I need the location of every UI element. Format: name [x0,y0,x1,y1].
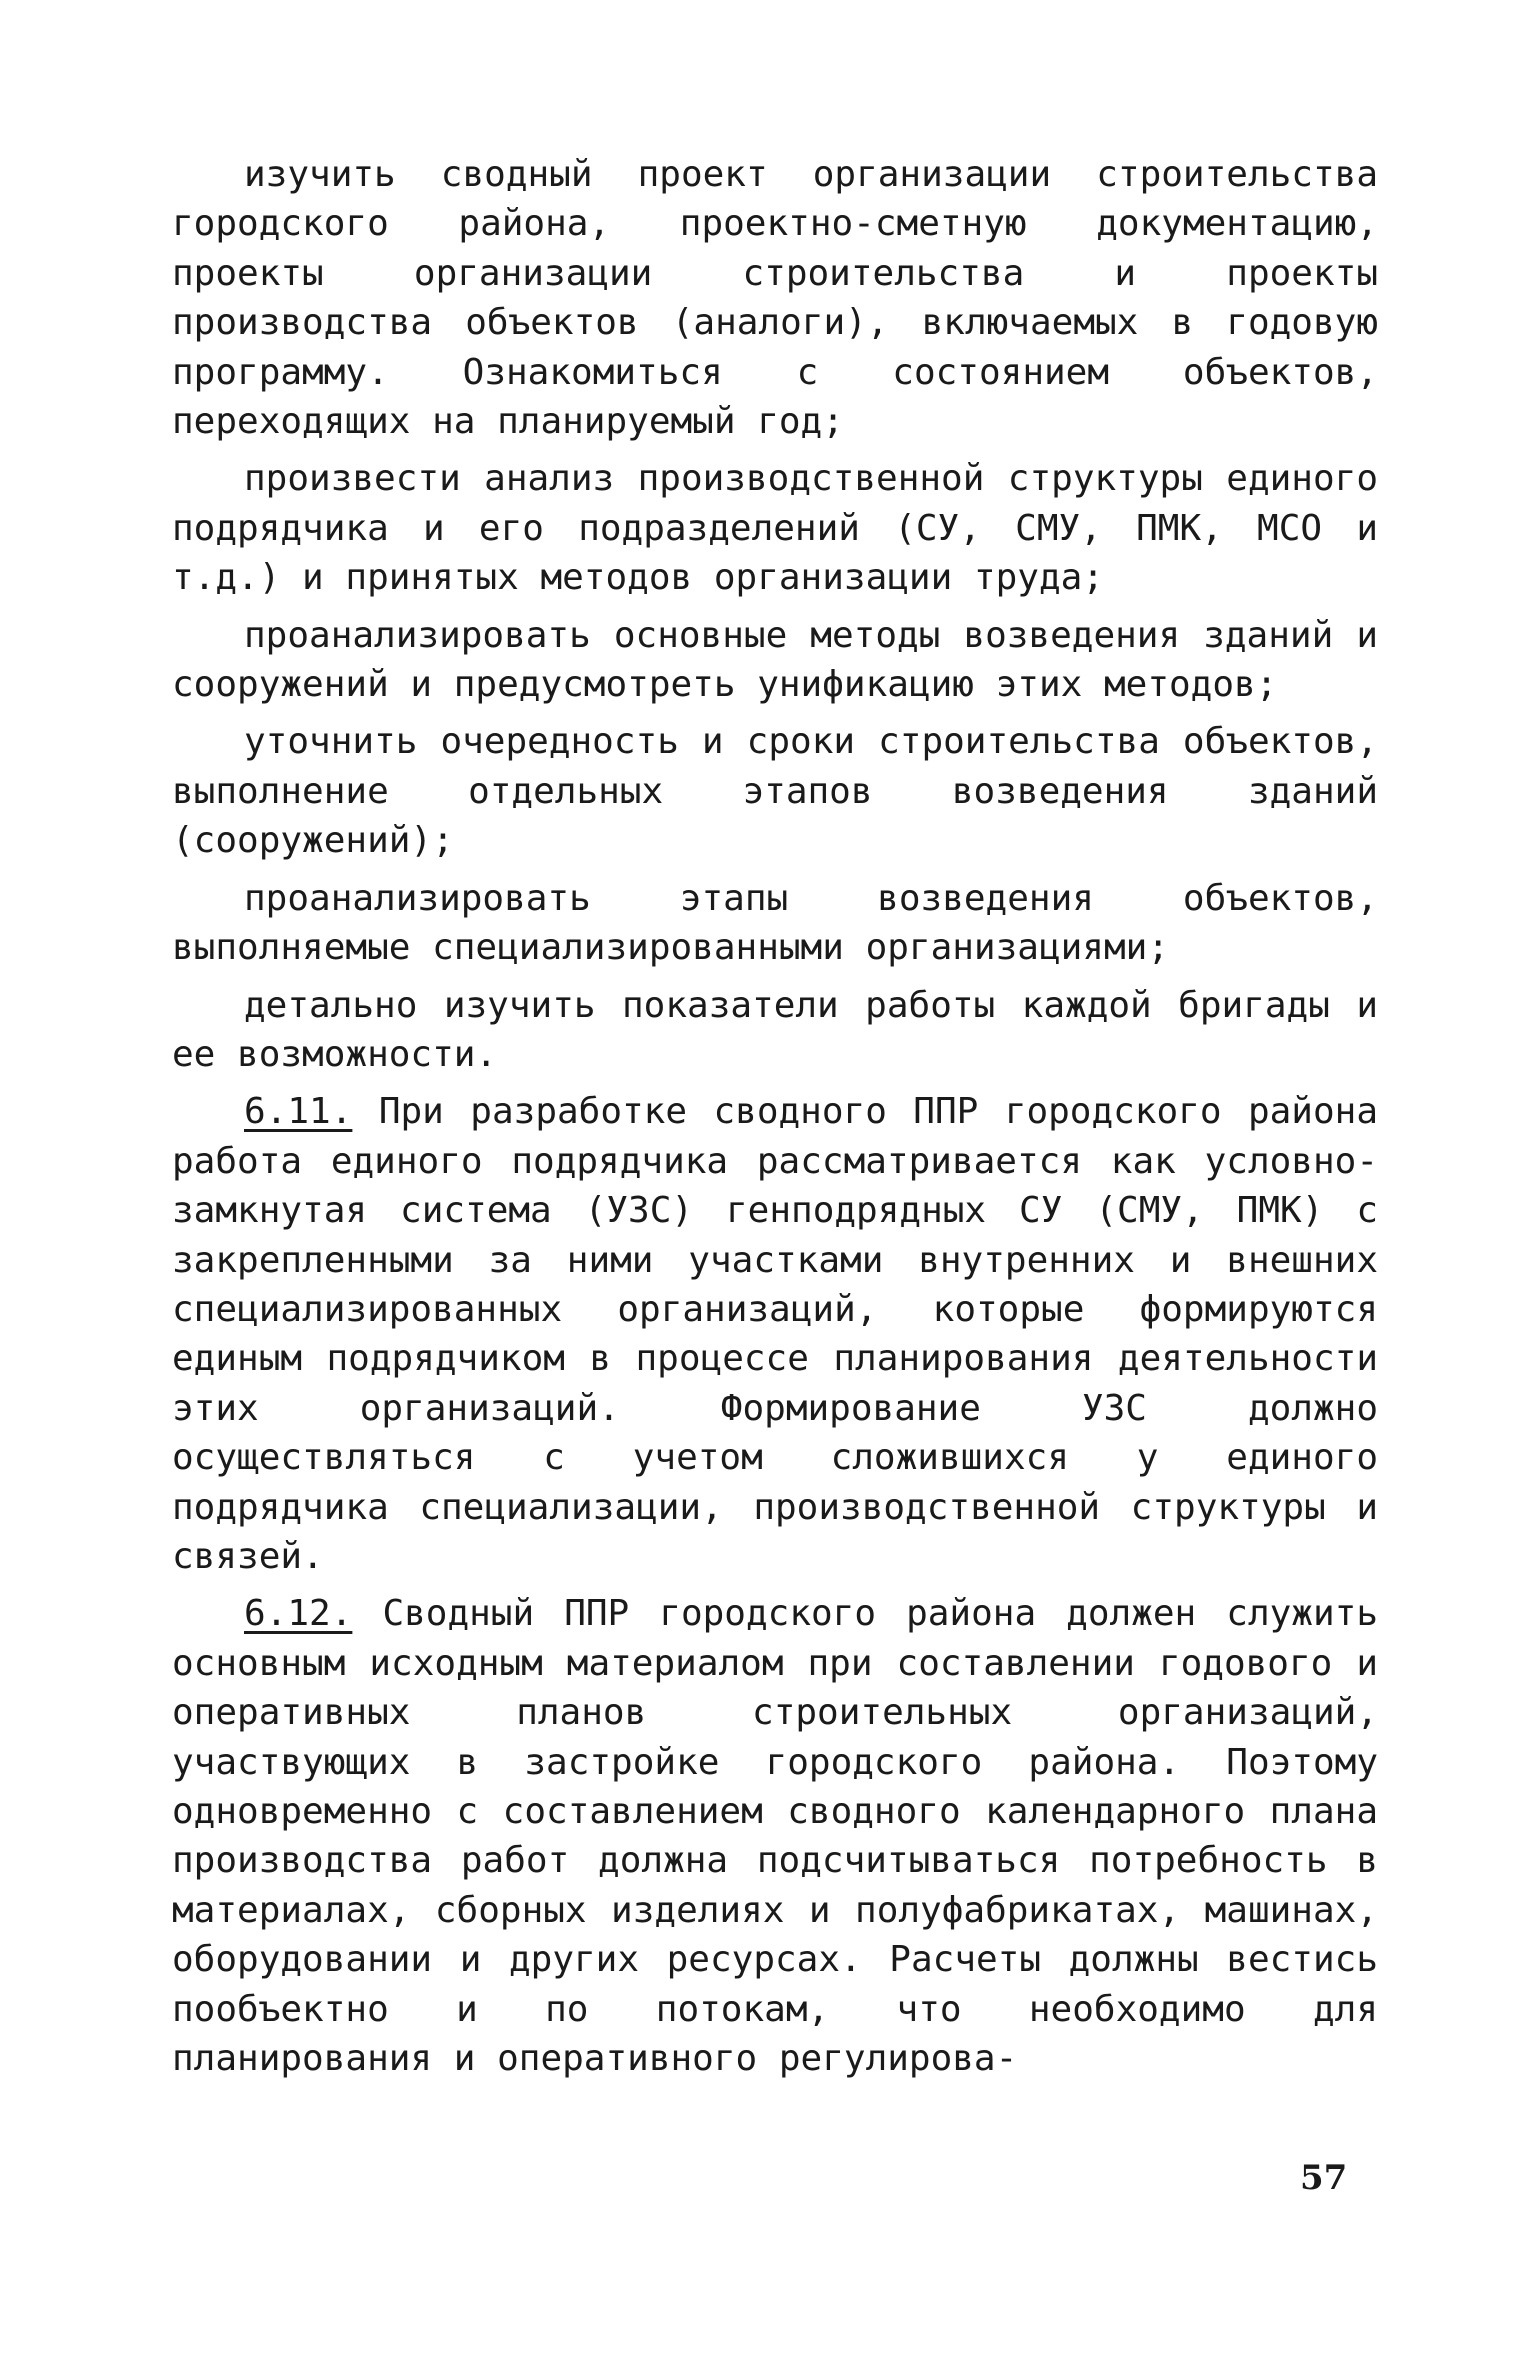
paragraph-text: При разработке сводного ППР городского района работа единого подрядчика рассматривается как условно-замкнутая система (УЗС) генподрядных СУ (СМУ, ПМК) с закрепленными за ними участками внутренних и внешних специализированных организаций, которые формируются единым подрядчиком в процессе планирования деятельности этих организаций. Формирование УЗС должно осуществляться с учетом сложившихся у единого подрядчика специализации, производственной структуры и связей. [172,1091,1378,1577]
paragraph-text: проанализировать основные методы возведения зданий и сооружений и предусмотреть унификацию этих методов; [172,614,1378,706]
section-6-11 [172,1087,1378,1581]
paragraph-study-project [172,150,1378,446]
paragraph-study-indicators [172,981,1378,1080]
paragraph-text: изучить сводный проект организации строительства городского района, проектно-сметную документацию, проекты организации строительства и проекты производства объектов (аналоги), включаемых в годовую программу. Ознакомиться с состоянием объектов, переходящих на планируемый год; [172,154,1378,443]
paragraph-analyze-stages [172,874,1378,973]
paragraph-text: произвести анализ производственной структуры единого подрядчика и его подразделений (СУ, СМУ, ПМК, МСО и т.д.) и принятых методов организации труда; [172,458,1378,599]
section-number: 6.11. [244,1091,353,1133]
paragraph-analyze-methods [172,611,1378,710]
paragraph-analyze-structure [172,454,1378,602]
paragraph-text: Сводный ППР городского района должен служить основным исходным материалом при составлении годового и оперативных планов строительных организаций, участвующих в застройке городского района. Поэтому одновременно с составлением сводного календарного плана производства работ должна подсчитываться потребность в материалах, сборных изделиях и полуфабрикатах, машинах, оборудовании и других ресурсах. Расчеты должны вестись пообъектно и по потокам, что необходимо для планирования и оперативного регулирова- [172,1593,1378,2080]
paragraph-clarify-sequence [172,717,1378,865]
page-body [172,150,1378,2091]
paragraph-text: детально изучить показатели работы каждой бригады и ее возможности. [172,984,1378,1075]
section-6-12 [172,1589,1378,2083]
paragraph-text: проанализировать этапы возведения объектов, выполняемые специализированными организациями; [172,877,1378,969]
section-number: 6.12. [244,1593,353,1635]
page-number: 57 [1300,2158,1348,2198]
paragraph-text: уточнить очередность и сроки строительства объектов, выполнение отдельных этапов возведения зданий (сооружений); [172,721,1378,862]
